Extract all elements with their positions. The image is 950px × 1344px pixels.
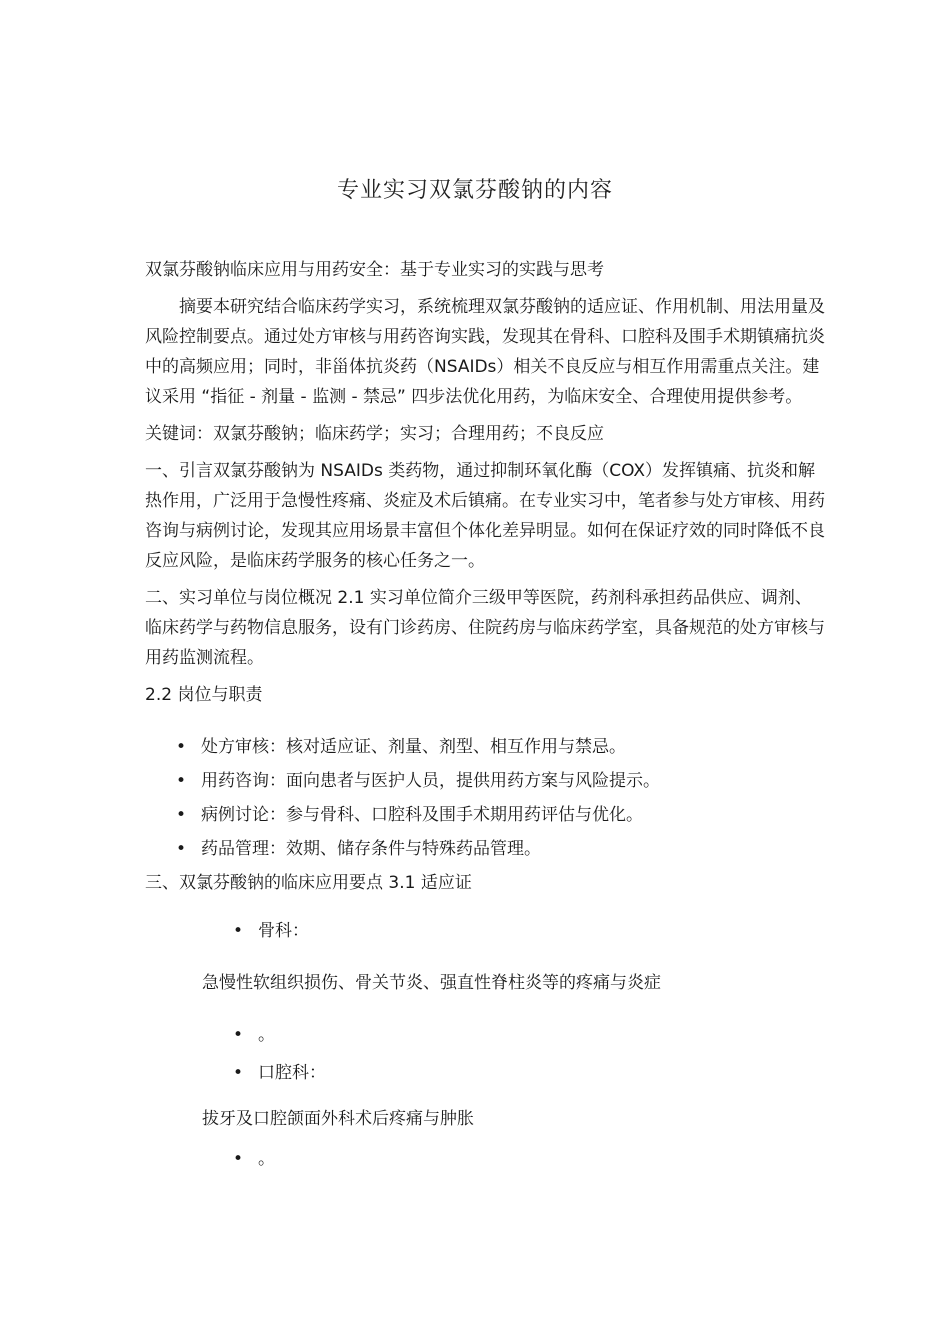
- duties-heading: 2.2 岗位与职责: [145, 685, 263, 705]
- internship-overview-paragraph: 二、实习单位与岗位概况 2.1 实习单位简介三级甲等医院，药剂科承担药品供应、调剂、临床药学与药物信息服务，设有门诊药房、住院药房与临床药学室，具备规范的处方审核与用药监测流程。: [145, 588, 825, 668]
- indication-description: 拔牙及口腔颌面外科术后疼痛与肿胀: [202, 1109, 474, 1129]
- duty-text: 病例讨论：参与骨科、口腔科及围手术期用药评估与优化。: [201, 805, 643, 825]
- bullet-icon: •: [175, 771, 187, 791]
- bullet-icon: •: [175, 737, 187, 757]
- indication-end-bullet: [230, 1020, 825, 1050]
- abstract-paragraph: 摘要本研究结合临床药学实习，系统梳理双氯芬酸钠的适应证、作用机制、用法用量及风险控制要点。通过处方审核与用药咨询实践，发现其在骨科、口腔科及围手术期镇痛抗炎中的高频应用；同时，非甾体抗炎药（NSAIDs）相关不良反应与相互作用需重点关注。建议采用 “指征 - 剂量 - 监测 - 禁忌” 四步法优化用药，为临床安全、合理使用提供参考。: [145, 297, 825, 407]
- indication-label: 骨科：: [258, 921, 309, 941]
- list-item: [173, 834, 825, 864]
- document-body: [145, 255, 825, 1174]
- indication-label-orthopedics: [230, 916, 825, 946]
- keywords-line: 关键词：双氯芬酸钠；临床药学；实习；合理用药；不良反应: [145, 424, 604, 444]
- indication-end: 。: [258, 1149, 275, 1169]
- bullet-icon: •: [175, 839, 187, 859]
- indication-end-bullet: [230, 1144, 825, 1174]
- duty-text: 用药咨询：面向患者与医护人员，提供用药方案与风险提示。: [201, 771, 660, 791]
- bullet-icon: •: [232, 1025, 244, 1045]
- bullet-icon: •: [232, 1149, 244, 1169]
- indication-label-stomatology: [230, 1058, 825, 1088]
- bullet-icon: •: [232, 1063, 244, 1083]
- list-item: [173, 800, 825, 830]
- list-item: [173, 732, 825, 762]
- article-subtitle: 双氯芬酸钠临床应用与用药安全：基于专业实习的实践与思考: [145, 260, 604, 280]
- duties-list: [173, 732, 825, 864]
- bullet-icon: •: [175, 805, 187, 825]
- indication-end: 。: [258, 1025, 275, 1045]
- indication-description: 急慢性软组织损伤、骨关节炎、强直性脊柱炎等的疼痛与炎症: [202, 973, 661, 993]
- clinical-application-heading: 三、双氯芬酸钠的临床应用要点 3.1 适应证: [145, 873, 472, 893]
- document-title: 专业实习双氯芬酸钠的内容: [336, 178, 613, 203]
- bullet-icon: •: [232, 921, 244, 941]
- introduction-paragraph: 一、引言双氯芬酸钠为 NSAIDs 类药物，通过抑制环氧化酶（COX）发挥镇痛、抗炎和解热作用，广泛用于急慢性疼痛、炎症及术后镇痛。在专业实习中，笔者参与处方审核、用药咨询与病例讨论，发现其应用场景丰富但个体化差异明显。如何在保证疗效的同时降低不良反应风险，是临床药学服务的核心任务之一。: [145, 461, 825, 571]
- list-item: [173, 766, 825, 796]
- indication-label: 口腔科：: [258, 1063, 326, 1083]
- duty-text: 处方审核：核对适应证、剂量、剂型、相互作用与禁忌。: [201, 737, 626, 757]
- duty-text: 药品管理：效期、储存条件与特殊药品管理。: [201, 839, 541, 859]
